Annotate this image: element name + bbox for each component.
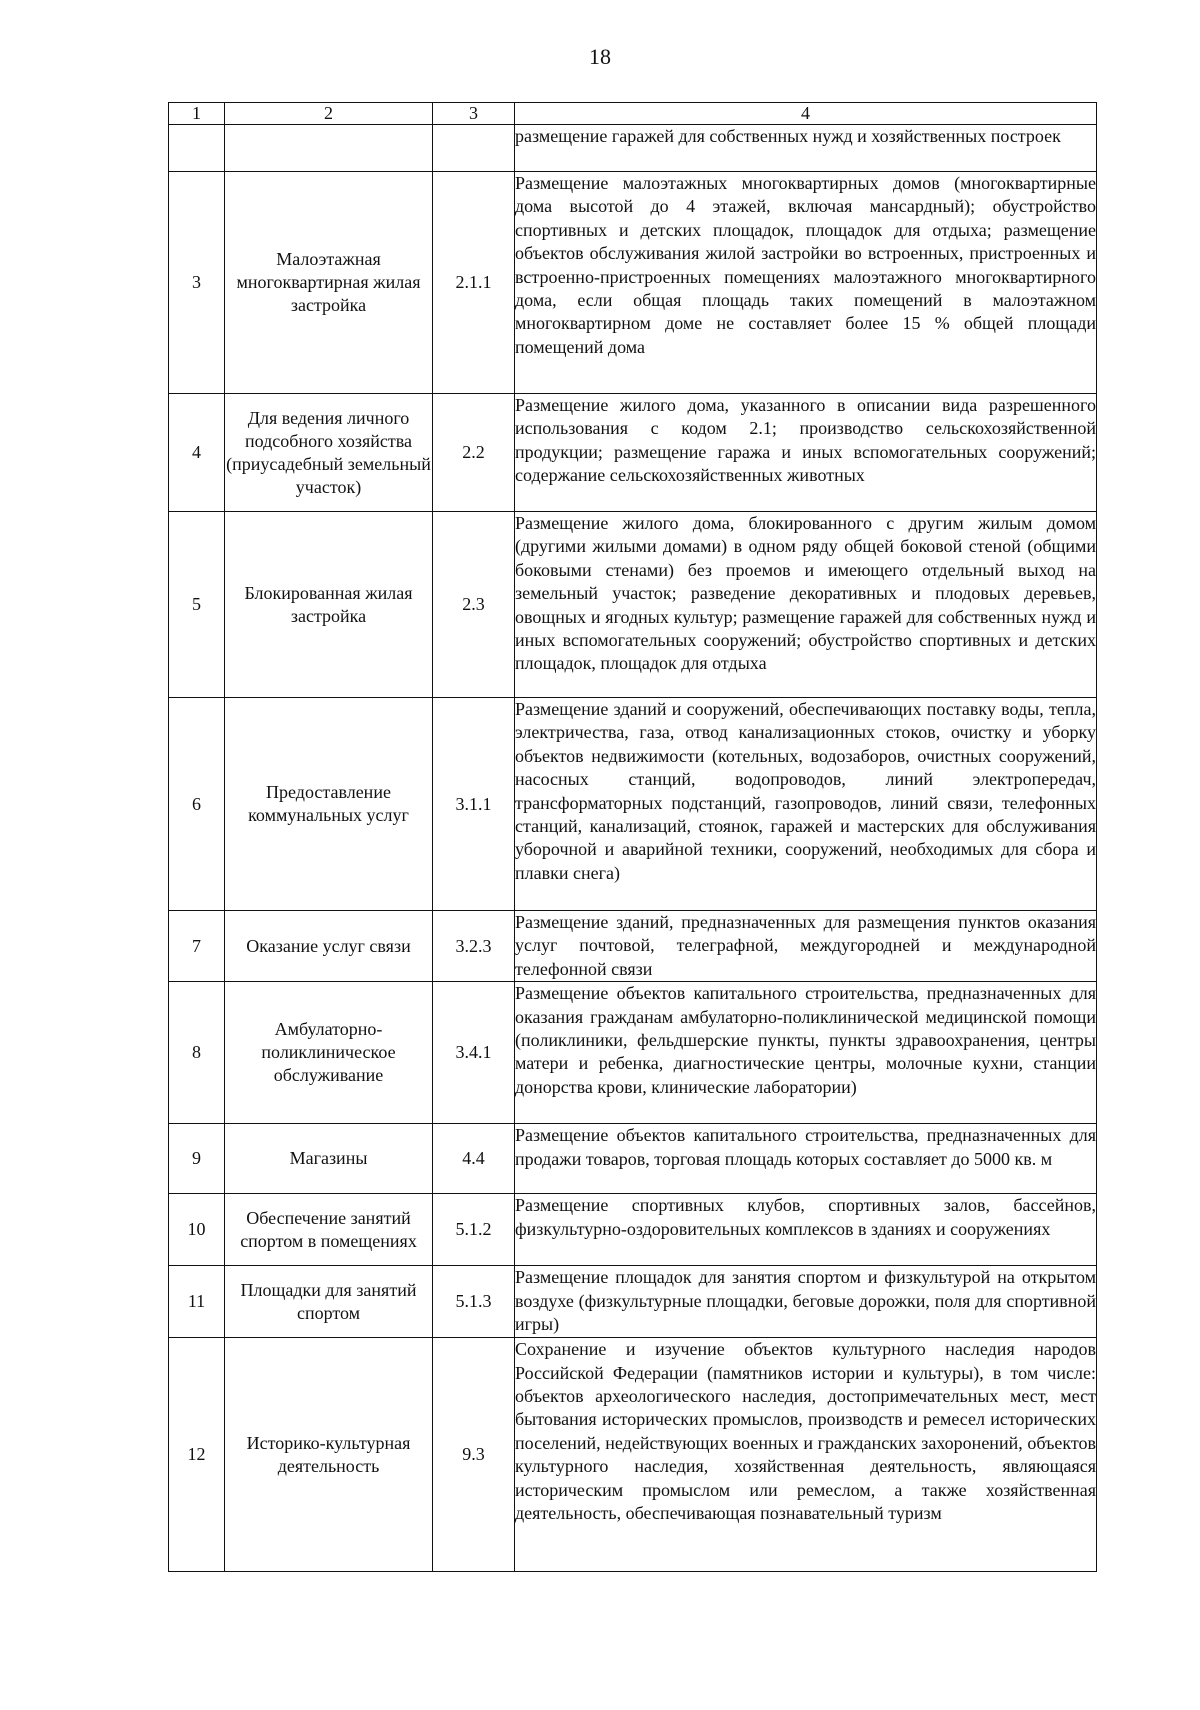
- table-row: [169, 394, 1097, 512]
- use-type-name: Площадки для занятий спортом: [225, 1266, 433, 1338]
- use-type-name: Магазины: [225, 1124, 433, 1194]
- row-number: 5: [169, 512, 225, 698]
- use-type-code: 3.1.1: [433, 698, 515, 911]
- use-type-name: Малоэтажная многоквартирная жилая застройка: [225, 172, 433, 394]
- use-type-description: Размещение объектов капитального строительства, предназначенных для продажи товаров, торговая площадь которых составляет до 5000 кв. м: [515, 1124, 1097, 1194]
- use-type-description: Размещение жилого дома, указанного в описании вида разрешенного использования с кодом 2.1; производство сельскохозяйственной продукции; размещение гаража и иных вспомогательных сооружений; содержание сельскохозяйственных животных: [515, 394, 1097, 512]
- use-type-code: [433, 125, 515, 172]
- table-row: [169, 172, 1097, 394]
- use-type-name: [225, 125, 433, 172]
- use-type-code: 9.3: [433, 1338, 515, 1572]
- row-number: 8: [169, 982, 225, 1124]
- use-type-description: Размещение жилого дома, блокированного с другим жилым домом (другими жилыми домами) в одном ряду общей боковой стеной (общими боковыми стенами) без проемов и имеющего отдельный выход на земельный участок; разведение декоративных и плодовых деревьев, овощных и ягодных культур; размещение гаражей для собственных нужд и иных вспомогательных сооружений; обустройство спортивных и детских площадок, площадок для отдыха: [515, 512, 1097, 698]
- column-header: 2: [225, 103, 433, 125]
- column-header: 1: [169, 103, 225, 125]
- row-number: 4: [169, 394, 225, 512]
- use-type-code: 2.2: [433, 394, 515, 512]
- use-type-code: 3.2.3: [433, 911, 515, 982]
- column-header: 4: [515, 103, 1097, 125]
- use-type-code: 5.1.3: [433, 1266, 515, 1338]
- table-row: [169, 1338, 1097, 1572]
- use-type-name: Историко-культурная деятельность: [225, 1338, 433, 1572]
- use-type-code: 5.1.2: [433, 1194, 515, 1266]
- use-type-name: Для ведения личного подсобного хозяйства (приусадебный земельный участок): [225, 394, 433, 512]
- row-number: 10: [169, 1194, 225, 1266]
- table-row: [169, 1194, 1097, 1266]
- use-type-description: Сохранение и изучение объектов культурного наследия народов Российской Федерации (памятников истории и культуры), в том числе: объектов археологического наследия, достопримечательных мест, мест бытования исторических промыслов, производств и ремесел исторических поселений, недействующих военных и гражданских захоронений, объектов культурного наследия, хозяйственная деятельность, являющаяся историческим промыслом или ремеслом, а также хозяйственная деятельность, обеспечивающая познавательный туризм: [515, 1338, 1097, 1572]
- land-use-table: [168, 102, 1097, 1572]
- use-type-name: Обеспечение занятий спортом в помещениях: [225, 1194, 433, 1266]
- use-type-description: Размещение объектов капитального строительства, предназначенных для оказания гражданам амбулаторно-поликлинической медицинской помощи (поликлиники, фельдшерские пункты, пункты здравоохранения, центры матери и ребенка, диагностические центры, молочные кухни, станции донорства крови, клинические лаборатории): [515, 982, 1097, 1124]
- use-type-description: Размещение зданий, предназначенных для размещения пунктов оказания услуг почтовой, телеграфной, междугородней и международной телефонной связи: [515, 911, 1097, 982]
- row-number: 11: [169, 1266, 225, 1338]
- use-type-code: 2.3: [433, 512, 515, 698]
- use-type-name: Амбулаторно-поликлиническое обслуживание: [225, 982, 433, 1124]
- table-row: [169, 512, 1097, 698]
- row-number: [169, 125, 225, 172]
- use-type-description: размещение гаражей для собственных нужд и хозяйственных построек: [515, 125, 1097, 172]
- table-row: [169, 125, 1097, 172]
- table-row: [169, 698, 1097, 911]
- row-number: 12: [169, 1338, 225, 1572]
- use-type-code: 3.4.1: [433, 982, 515, 1124]
- use-type-name: Блокированная жилая застройка: [225, 512, 433, 698]
- page-number: 18: [589, 44, 611, 69]
- column-header: 3: [433, 103, 515, 125]
- use-type-name: Оказание услуг связи: [225, 911, 433, 982]
- use-type-description: Размещение спортивных клубов, спортивных залов, бассейнов, физкультурно-оздоровительных комплексов в зданиях и сооружениях: [515, 1194, 1097, 1266]
- table-row: [169, 982, 1097, 1124]
- row-number: 7: [169, 911, 225, 982]
- table-row: [169, 1266, 1097, 1338]
- table-row: [169, 911, 1097, 982]
- use-type-description: Размещение малоэтажных многоквартирных домов (многоквартирные дома высотой до 4 этажей, включая мансардный); обустройство спортивных и детских площадок, площадок для отдыха; размещение объектов обслуживания жилой застройки во встроенных, пристроенных и встроенно-пристроенных помещениях малоэтажного многоквартирного дома, если общая площадь таких помещений в малоэтажном многоквартирном доме не составляет более 15 % общей площади помещений дома: [515, 172, 1097, 394]
- use-type-name: Предоставление коммунальных услуг: [225, 698, 433, 911]
- table-header-row: [169, 103, 1097, 125]
- row-number: 6: [169, 698, 225, 911]
- row-number: 3: [169, 172, 225, 394]
- use-type-description: Размещение зданий и сооружений, обеспечивающих поставку воды, тепла, электричества, газа, отвод канализационных стоков, очистку и уборку объектов недвижимости (котельных, водозаборов, очистных сооружений, насосных станций, водопроводов, линий электропередач, трансформаторных подстанций, газопроводов, линий связи, телефонных станций, канализаций, стоянок, гаражей и мастерских для обслуживания уборочной и аварийной техники, сооружений, необходимых для сбора и плавки снега): [515, 698, 1097, 911]
- row-number: 9: [169, 1124, 225, 1194]
- use-type-description: Размещение площадок для занятия спортом и физкультурой на открытом воздухе (физкультурные площадки, беговые дорожки, поля для спортивной игры): [515, 1266, 1097, 1338]
- use-type-code: 2.1.1: [433, 172, 515, 394]
- table-row: [169, 1124, 1097, 1194]
- use-type-code: 4.4: [433, 1124, 515, 1194]
